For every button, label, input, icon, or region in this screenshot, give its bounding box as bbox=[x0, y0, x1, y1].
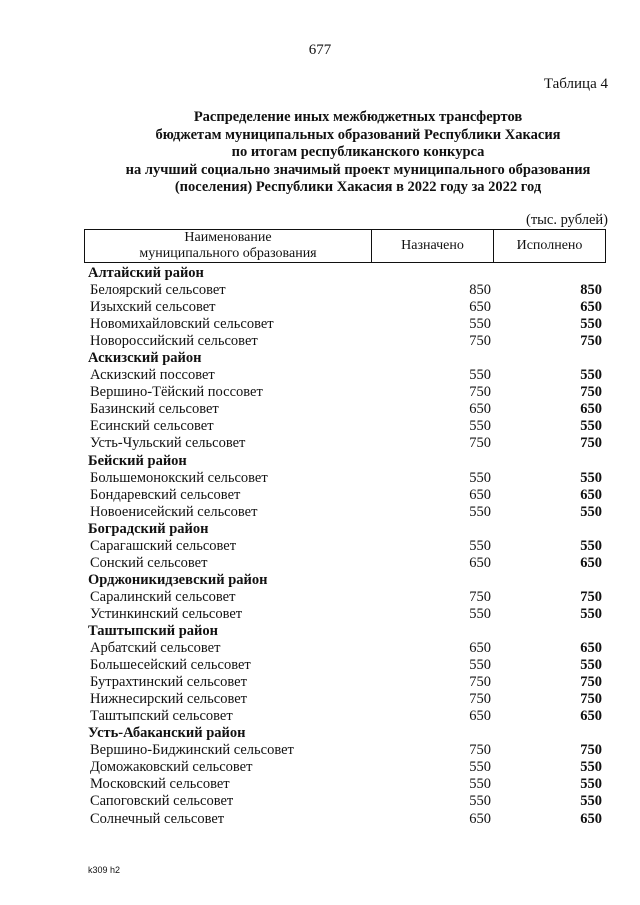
executed-value: 550 bbox=[580, 793, 602, 810]
assigned-value: 750 bbox=[469, 435, 491, 452]
municipality-name: Новомихайловский сельсовет bbox=[90, 316, 274, 333]
executed-value: 550 bbox=[580, 367, 602, 384]
executed-value: 550 bbox=[580, 503, 602, 520]
table-row bbox=[88, 708, 604, 725]
executed-value: 750 bbox=[580, 742, 602, 759]
executed-value: 750 bbox=[580, 691, 602, 708]
title-line: на лучший социально значимый проект муниципального образования bbox=[125, 161, 591, 178]
municipality-name: Сапоговский сельсовет bbox=[90, 793, 234, 810]
assigned-value: 550 bbox=[469, 316, 491, 333]
district-row bbox=[88, 521, 604, 538]
executed-value: 550 bbox=[580, 537, 602, 554]
executed-value: 550 bbox=[580, 316, 602, 333]
table-row bbox=[88, 487, 604, 504]
executed-value: 750 bbox=[580, 674, 602, 691]
column-header-name-line: Наименование bbox=[184, 230, 272, 245]
executed-value: 550 bbox=[580, 657, 602, 674]
executed-value: 550 bbox=[580, 759, 602, 776]
assigned-value: 650 bbox=[469, 401, 491, 418]
district-row bbox=[88, 265, 604, 282]
executed-value: 650 bbox=[580, 486, 602, 503]
assigned-value: 550 bbox=[469, 469, 491, 486]
document-title bbox=[60, 109, 640, 197]
table-row bbox=[88, 691, 604, 708]
municipality-name: Изыхский сельсовет bbox=[90, 299, 216, 316]
assigned-value: 550 bbox=[469, 605, 491, 622]
municipality-name: Есинский сельсовет bbox=[90, 418, 214, 435]
municipality-name: Московский сельсовет bbox=[90, 776, 230, 793]
table-row bbox=[88, 776, 604, 793]
executed-value: 850 bbox=[580, 282, 602, 299]
table-row bbox=[88, 384, 604, 401]
district-row bbox=[88, 453, 604, 470]
assigned-value: 550 bbox=[469, 367, 491, 384]
assigned-value: 750 bbox=[469, 674, 491, 691]
executed-value: 750 bbox=[580, 384, 602, 401]
district-name: Бейский район bbox=[88, 452, 187, 469]
executed-value: 750 bbox=[580, 588, 602, 605]
municipality-name: Доможаковский сельсовет bbox=[90, 759, 253, 776]
table-row bbox=[88, 538, 604, 555]
column-header-name bbox=[85, 230, 372, 262]
district-row bbox=[88, 725, 604, 742]
district-name: Алтайский район bbox=[88, 265, 204, 281]
column-header-executed: Исполнено bbox=[516, 238, 583, 253]
assigned-value: 550 bbox=[469, 759, 491, 776]
table-row bbox=[88, 793, 604, 810]
executed-value: 650 bbox=[580, 708, 602, 725]
table-row bbox=[88, 759, 604, 776]
title-line: по итогам республиканского конкурса bbox=[231, 144, 485, 160]
municipality-name: Вершино-Биджинский сельсовет bbox=[90, 742, 294, 759]
municipality-name: Белоярский сельсовет bbox=[90, 282, 226, 299]
table-label: Таблица 4 bbox=[543, 76, 608, 92]
units-label: (тыс. рублей) bbox=[526, 212, 608, 228]
table-row bbox=[88, 742, 604, 759]
assigned-value: 550 bbox=[469, 418, 491, 435]
municipality-name: Большемонокский сельсовет bbox=[90, 469, 268, 486]
table-row bbox=[88, 282, 604, 299]
assigned-value: 650 bbox=[469, 486, 491, 503]
executed-value: 650 bbox=[580, 810, 602, 827]
table-row bbox=[88, 555, 604, 572]
municipality-name: Таштыпский сельсовет bbox=[90, 708, 233, 725]
municipality-name: Нижнесирский сельсовет bbox=[90, 691, 247, 708]
municipality-name: Новоенисейский сельсовет bbox=[90, 503, 258, 520]
assigned-value: 650 bbox=[469, 640, 491, 657]
title-line: (поселения) Республики Хакасия в 2022 году за 2022 год bbox=[174, 179, 542, 195]
table-row bbox=[88, 316, 604, 333]
district-row bbox=[88, 572, 604, 589]
district-row bbox=[88, 623, 604, 640]
assigned-value: 550 bbox=[469, 793, 491, 810]
table-row bbox=[88, 401, 604, 418]
district-name: Орджоникидзевский район bbox=[88, 571, 268, 588]
district-name: Боградский район bbox=[88, 520, 209, 537]
municipality-name: Большесейский сельсовет bbox=[90, 657, 251, 674]
assigned-value: 750 bbox=[469, 742, 491, 759]
district-row bbox=[88, 350, 604, 367]
table-row bbox=[88, 657, 604, 674]
table-row bbox=[88, 418, 604, 435]
district-name: Таштыпский район bbox=[88, 622, 218, 639]
table-body bbox=[88, 265, 604, 828]
municipality-name: Аскизский поссовет bbox=[90, 367, 215, 384]
municipality-name: Арбатский сельсовет bbox=[90, 640, 221, 657]
assigned-value: 750 bbox=[469, 333, 491, 350]
page-number: 677 bbox=[308, 42, 332, 58]
executed-value: 650 bbox=[580, 401, 602, 418]
executed-value: 650 bbox=[580, 640, 602, 657]
table-row bbox=[88, 367, 604, 384]
assigned-value: 650 bbox=[469, 708, 491, 725]
municipality-name: Сонский сельсовет bbox=[90, 554, 208, 571]
district-name: Усть-Абаканский район bbox=[88, 725, 246, 742]
municipality-name: Устинкинский сельсовет bbox=[90, 605, 243, 622]
municipality-name: Вершино-Тёйский поссовет bbox=[90, 384, 263, 401]
table-row bbox=[88, 606, 604, 623]
municipality-name: Бондаревский сельсовет bbox=[90, 486, 241, 503]
municipality-name: Сарагашский сельсовет bbox=[90, 537, 237, 554]
executed-value: 550 bbox=[580, 605, 602, 622]
assigned-value: 650 bbox=[469, 299, 491, 316]
title-line: бюджетам муниципальных образований Республики Хакасия bbox=[155, 126, 561, 143]
executed-value: 550 bbox=[580, 469, 602, 486]
municipality-name: Солнечный сельсовет bbox=[90, 810, 225, 827]
title-line: Распределение иных межбюджетных трансфертов bbox=[193, 109, 523, 125]
table-row bbox=[88, 640, 604, 657]
executed-value: 550 bbox=[580, 776, 602, 793]
assigned-value: 550 bbox=[469, 657, 491, 674]
municipality-name: Усть-Чульский сельсовет bbox=[90, 435, 246, 452]
table-header bbox=[84, 229, 606, 263]
table-row bbox=[88, 435, 604, 452]
assigned-value: 850 bbox=[469, 282, 491, 299]
assigned-value: 650 bbox=[469, 810, 491, 827]
table-row bbox=[88, 299, 604, 316]
table-row bbox=[88, 504, 604, 521]
municipality-name: Базинский сельсовет bbox=[90, 401, 219, 418]
executed-value: 750 bbox=[580, 333, 602, 350]
municipality-name: Бутрахтинский сельсовет bbox=[90, 674, 247, 691]
table-row bbox=[88, 811, 604, 828]
municipality-name: Саралинский сельсовет bbox=[90, 588, 236, 605]
column-header-name-line: муниципального образования bbox=[139, 246, 317, 261]
executed-value: 650 bbox=[580, 554, 602, 571]
executed-value: 550 bbox=[580, 418, 602, 435]
municipality-name: Новороссийский сельсовет bbox=[90, 333, 258, 350]
assigned-value: 550 bbox=[469, 503, 491, 520]
assigned-value: 750 bbox=[469, 691, 491, 708]
table-row bbox=[88, 470, 604, 487]
table-row bbox=[88, 589, 604, 606]
table-row bbox=[88, 674, 604, 691]
assigned-value: 650 bbox=[469, 554, 491, 571]
assigned-value: 750 bbox=[469, 384, 491, 401]
table-row bbox=[88, 333, 604, 350]
assigned-value: 550 bbox=[469, 537, 491, 554]
assigned-value: 550 bbox=[469, 776, 491, 793]
executed-value: 750 bbox=[580, 435, 602, 452]
district-name: Аскизский район bbox=[88, 350, 202, 367]
column-header-assigned: Назначено bbox=[372, 230, 494, 262]
executed-value: 650 bbox=[580, 299, 602, 316]
assigned-value: 750 bbox=[469, 588, 491, 605]
footer-code: k309 h2 bbox=[88, 865, 121, 875]
